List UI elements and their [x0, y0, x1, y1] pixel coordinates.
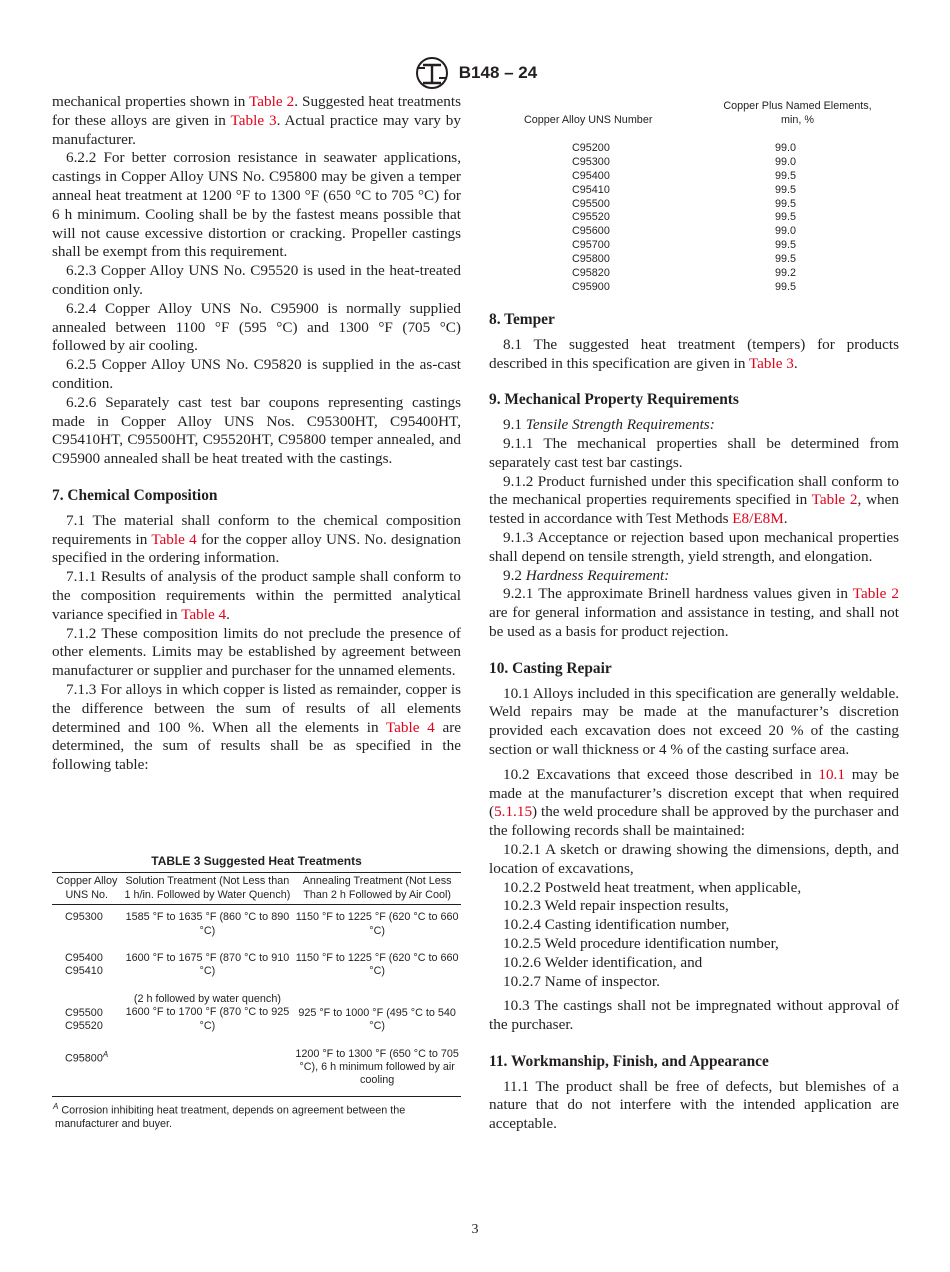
paragraph-10-2-6: 10.2.6 Welder identification, and — [503, 953, 703, 971]
paragraph-10-2-5: 10.2.5 Weld procedure identification number, — [503, 934, 779, 952]
column-header: Solution Treatment (Not Less than 1 h/in. Followed by Water Quench) — [122, 873, 294, 905]
paragraph-10-2-7: 10.2.7 Name of inspector. — [503, 972, 660, 990]
value-cell: 99.5 — [775, 253, 797, 266]
table-row: C95400 C95410 1600 °F to 1675 °F (870 °C to 910 °C) 1150 °F to 1225 °F (620 °C to 660 °C) — [65, 952, 459, 978]
value-cell: 99.5 — [775, 197, 797, 210]
value-cell: 99.5 — [775, 211, 797, 224]
section-heading-8: 8. Temper — [489, 311, 555, 328]
table-row — [489, 211, 899, 225]
table-row — [489, 267, 899, 281]
value-cell: 99.0 — [775, 155, 797, 168]
left-column — [52, 93, 461, 775]
value-cell: 99.2 — [775, 267, 797, 280]
table-row — [489, 253, 899, 267]
table-row: C95500 C95520 (2 h followed by water quench) 1600 °F to 1700 °F (870 °C to 925 °C) 925 °F to 1000 °F (495 °C to 540 °C) — [65, 992, 456, 1033]
column-header: Copper Alloy UNS No. — [52, 873, 122, 905]
table-row — [489, 239, 899, 253]
value-cell: 99.0 — [775, 225, 797, 238]
alloy-cell: C95500 — [572, 197, 610, 210]
alloy-cell: C95200 — [572, 142, 610, 154]
paragraph-8-1: 8.1 The suggested heat treatment (tempers) for products described in this specification are given in Table 3. — [489, 335, 899, 372]
paragraph-9-2-1: 9.2.1 The approximate Brinell hardness values given in Table 2 are for general information and assistance in testing, and shall not be used as a basis for product rejection. — [489, 585, 899, 640]
table-row — [489, 184, 899, 198]
paragraph-6-2-6: 6.2.6 Separately cast test bar coupons representing castings made in Copper Alloy UNS Nos. C95300HT, C95400HT, C95410HT, C95500HT, C95520HT, C95800 temper annealed, and C95900 annealed shall be heat treated with the castings. — [52, 393, 461, 468]
paragraph-9-2: 9.2 Hardness Requirement: — [503, 566, 670, 584]
alloy-cell: C95600 — [572, 225, 610, 238]
table-row — [489, 281, 899, 295]
table-row — [489, 142, 899, 156]
page-number: 3 — [471, 1222, 479, 1237]
paragraph-9-1-1: 9.1.1 The mechanical properties shall be determined from separately cast test bar castings. — [489, 434, 899, 471]
paragraph-10-1: 10.1 Alloys included in this specification are generally weldable. Weld repairs may be made at the manufacturer’s discretion provided each excavation does not exceed 20 % of the casting section or wall thickness or 4 % of the casting surface area. — [489, 684, 899, 758]
value-cell: 99.5 — [775, 169, 797, 182]
alloy-cell: C95520 — [572, 211, 610, 224]
paragraph-7-1-1: 7.1.1 Results of analysis of the product sample shall conform to the composition requirements within the permitted analytical variance specified in Table 4. — [52, 568, 461, 623]
document-code: B148 – 24 — [458, 63, 538, 82]
paragraph-10-2-3: 10.2.3 Weld repair inspection results, — [503, 897, 729, 915]
link-table-2[interactable]: Table 2 — [852, 585, 899, 603]
page-header — [0, 56, 950, 90]
paragraph-9-1-3: 9.1.3 Acceptance or rejection based upon mechanical properties shall depend on tensile strength, yield strength, and elongation. — [489, 528, 899, 565]
link-table-2[interactable]: Table 2 — [249, 93, 295, 110]
table-row: $C95800^A$ 1200 °F to 1300 °F (650 °C to 705 °C), 6 h minimum followed by air cooling — [52, 1042, 461, 1097]
table-3 — [52, 855, 461, 1131]
alloy-cell: C95400 — [572, 169, 610, 182]
value-cell: 99.0 — [775, 142, 797, 154]
link-table-2[interactable]: Table 2 — [811, 491, 858, 509]
link-table-4[interactable]: Table 4 — [181, 605, 227, 623]
alloy-cell: C95800 — [572, 253, 610, 266]
link-e8-e8m[interactable]: E8/E8M — [732, 510, 784, 528]
paragraph-6-2-4: 6.2.4 Copper Alloy UNS No. C95900 is normally supplied annealed between 1100 °F (595 °C) and 1300 °F (705 °C) followed by air cooling. — [52, 299, 461, 355]
value-cell: 99.5 — [775, 280, 797, 293]
column-header: Copper Alloy UNS Number — [524, 114, 653, 126]
table-row — [489, 156, 899, 170]
section-heading-10: 10. Casting Repair — [489, 659, 612, 677]
section-heading-11: 11. Workmanship, Finish, and Appearance — [489, 1052, 769, 1070]
paragraph-7-1-3: 7.1.3 For alloys in which copper is listed as remainder, copper is the difference between the sum of results of all elements determined and 100 %. When all the elements in Table 4 are determined, the sum of results shall be as specified in the following table: — [52, 680, 461, 774]
table-3-caption: TABLE 3 Suggested Heat Treatments — [151, 854, 362, 868]
paragraph-7-1-2: 7.1.2 These composition limits do not preclude the presence of other elements. Limits may be established by agreement between manufacturer or supplier and purchaser for the unnamed elements. — [52, 624, 461, 680]
paragraph-9-1: 9.1 Tensile Strength Requirements: — [503, 416, 715, 434]
link-10-1[interactable]: 10.1 — [818, 765, 845, 783]
copper-table-rows — [489, 142, 899, 295]
table-row — [489, 198, 899, 212]
table-3-footnote: $^A$ Corrosion inhibiting heat treatment, depends on agreement between the manufacturer and buyer. — [53, 1101, 406, 1130]
link-5-1-15[interactable]: 5.1.15 — [494, 803, 533, 821]
alloy-cell: C95900 — [572, 280, 610, 293]
astm-logo — [413, 56, 451, 90]
section-heading-9: 9. Mechanical Property Requirements — [489, 391, 739, 409]
paragraph-9-1-2: 9.1.2 Product furnished under this specification shall conform to the mechanical properties requirements specified in Table 2, when tested in accordance with Test Methods E8/E8M. — [489, 472, 899, 528]
link-table-3[interactable]: Table 3 — [230, 111, 277, 129]
paragraph-10-2-2: 10.2.2 Postweld heat treatment, when applicable, — [503, 878, 802, 896]
alloy-cell: C95700 — [572, 239, 610, 252]
paragraph-intro: mechanical properties shown in Table 2. Suggested heat treatments for these alloys are given in Table 3. Actual practice may vary by manufacturer. — [52, 93, 461, 148]
paragraph-11-1: 11.1 The product shall be free of defects, but blemishes of a nature that do not interfere with the intended application are acceptable. — [489, 1077, 899, 1133]
table-row — [489, 170, 899, 184]
column-header: Copper Plus Named Elements, min, % — [723, 100, 872, 126]
paragraph-10-2-1: 10.2.1 A sketch or drawing showing the dimensions, depth, and location of excavations, — [489, 840, 899, 877]
alloy-cell: C95820 — [572, 267, 610, 280]
right-column — [489, 311, 899, 1134]
alloy-cell: C95410 — [572, 183, 610, 196]
section-heading-7: 7. Chemical Composition — [52, 486, 218, 504]
link-table-4[interactable]: Table 4 — [385, 718, 435, 736]
link-table-4[interactable]: Table 4 — [151, 530, 197, 548]
alloy-cell: C95300 — [572, 155, 610, 168]
paragraph-7-1: 7.1 The material shall conform to the chemical composition requirements in Table 4 for the copper alloy UNS. No. designation specified in the ordering information. — [52, 511, 462, 567]
column-header: Annealing Treatment (Not Less Than 2 h Followed by Air Cool) — [293, 873, 461, 905]
link-table-3[interactable]: Table 3 — [748, 354, 794, 372]
paragraph-6-2-3: 6.2.3 Copper Alloy UNS No. C95520 is used in the heat-treated condition only. — [52, 262, 461, 298]
paragraph-10-2: 10.2 Excavations that exceed those described in 10.1 may be made at the manufacturer’s discretion except that when required (5.1.15) the weld procedure shall be approved by the purchaser and the following records shall be maintained: — [489, 765, 900, 840]
table-row: C95300 1585 °F to 1635 °F (860 °C to 890 °C) 1150 °F to 1225 °F (620 °C to 660 °C) — [65, 911, 459, 937]
paragraph-10-2-4: 10.2.4 Casting identification number, — [503, 916, 730, 934]
value-cell: 99.5 — [775, 183, 797, 196]
paragraph-6-2-2: 6.2.2 For better corrosion resistance in seawater applications, castings in Copper Alloy UNS No. C95800 may be given a temper anneal heat treatment at 1200 °F to 1300 °F (650 °C to 705 °C) for 6 h minimum. Cooling shall be by the fastest means possible that will not cause excessive distortion or cracking. Propeller castings shall be exempt from this requirement. — [52, 149, 461, 261]
table-row — [489, 225, 899, 239]
value-cell: 99.5 — [775, 239, 797, 252]
paragraph-10-3: 10.3 The castings shall not be impregnated without approval of the purchaser. — [489, 997, 899, 1034]
paragraph-6-2-5: 6.2.5 Copper Alloy UNS No. C95820 is supplied in the as-cast condition. — [52, 356, 461, 392]
